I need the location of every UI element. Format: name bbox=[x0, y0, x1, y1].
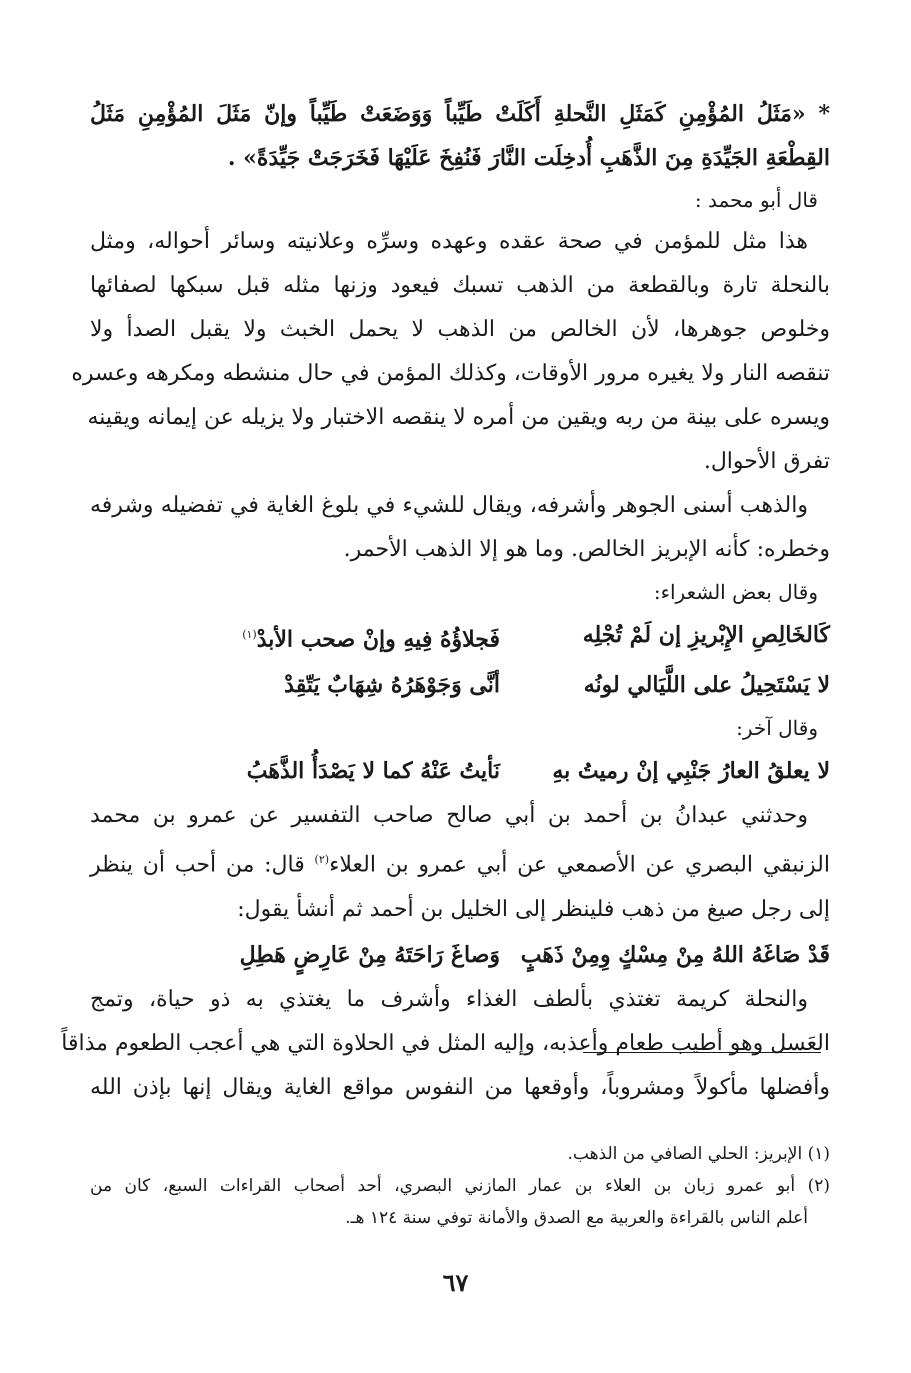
footnote-1: (١) الإبريز: الحلي الصافي من الذهب. bbox=[567, 1144, 830, 1164]
verse-hemistich: لا يَسْتَحِيلُ على اللَّيَالي لونُه bbox=[583, 672, 830, 699]
paragraph-line: تنقصه النار ولا يغيره مرور الأوقات، وكذلك المؤمن في حال منشطه ومكرهه وعسره bbox=[71, 361, 830, 386]
footnote-2-line-1: (٢) أبو عمرو زبان بن العلاء بن عمار المازني البصري، أحد أصحاب القراءات السبع، كان من bbox=[90, 1176, 830, 1196]
verse-hemistich: كَالخَالِصِ الإِبْريزِ إن لَمْ تُجْلِه bbox=[582, 622, 830, 648]
footnote-ref-2: (٢) bbox=[314, 853, 330, 867]
verse-2 bbox=[90, 662, 830, 708]
paragraph-line: والذهب أسنى الجوهر وأشرفه، ويقال للشيء في بلوغ الغاية في تفضيله وشرفه bbox=[90, 493, 808, 518]
footnotes bbox=[90, 1138, 830, 1234]
verse-hemistich: نَأيتُ عَنْهُ كما لا يَصْدَأُ الذَّهَبُ bbox=[246, 758, 500, 785]
paragraph-line: وحدثني عبدانُ بن أحمد بن أبي صالح صاحب التفسير عن عمرو بن محمد bbox=[90, 803, 808, 829]
verse-1 bbox=[90, 612, 830, 662]
paragraph-line: العَسل وهو أطيب طعام وأعذبه، وإليه المثل في الحلاوة التي هي أعجب الطعوم مذاقاً bbox=[61, 1030, 830, 1056]
paragraph-line: تفرق الأحوال. bbox=[703, 449, 830, 474]
abu-muhammad-label: قال أبو محمد : bbox=[694, 188, 818, 212]
paragraph-text: قال: من أحب أن ينظر bbox=[90, 852, 305, 878]
page-number: ٦٧ bbox=[442, 1268, 469, 1297]
verse-hemistich: وَصاغَ رَاحَتَهُ مِنْ عَارِضٍ هَطِلِ bbox=[239, 941, 500, 968]
paragraph-line: وخطره: كأنه الإبريز الخالص. وما هو إلا الذهب الأحمر. bbox=[343, 537, 830, 562]
verse-hemistich-text: فَجلاؤُهُ فِيهِ وإنْ صحب الأبدْ bbox=[256, 626, 500, 653]
verse-3 bbox=[90, 748, 830, 794]
paragraph-line: وخلوص جوهرها، لأن الخالص من الذهب لا يحمل الخبث ولا يقبل الصدأ ولا bbox=[90, 317, 830, 342]
footnote-separator bbox=[583, 1052, 821, 1053]
paragraph-text: الزنبقي البصري عن الأصمعي عن أبي عمرو بن العلاء bbox=[329, 852, 830, 878]
paragraph-1 bbox=[71, 220, 830, 484]
paragraph-line: ويسره على بينة من ربه ويقين من أمره لا ينقصه الاختبار ولا يزيله عن إيمانه ويقينه bbox=[87, 405, 830, 430]
another-label: وقال آخر: bbox=[736, 716, 818, 741]
verse-hemistich: قَدْ صَاغَهُ اللهُ مِنْ مِسْكٍ وِمِنْ ذَهَبٍ bbox=[520, 941, 830, 968]
verse-hemistich: أنَّى وَجَوْهَرُهُ شِهَابٌ يَتّقِدْ bbox=[284, 672, 500, 699]
footnote-2-line-2: أعلم الناس بالقراءة والعربية مع الصدق والأمانة توفي سنة ١٢٤ هـ. bbox=[345, 1208, 808, 1228]
paragraph-line: هذا مثل للمؤمن في صحة عقده وعهده وسرِّه وعلانيته وسائر أحواله، ومثل bbox=[90, 229, 808, 254]
verse-4 bbox=[90, 932, 830, 978]
paragraph-line: إلى رجل صيغ من ذهب فلينظر إلى الخليل بن أحمد ثم أنشأ يقول: bbox=[237, 896, 830, 922]
paragraph-line: وأفضلها مأكولاً ومشروباً، وأوقعها من النفوس مواقع الغاية ويقال إنها بإذن الله bbox=[90, 1074, 830, 1100]
hadith-line-2: القِطْعَةِ الجَيِّدَةِ مِنَ الذَّهَبِ أُدخِلَت النَّارَ فَنُفِخَ عَلَيْهَا فَخَرَجَتْ جَيِّدَةً» . bbox=[227, 145, 830, 171]
paragraph-4 bbox=[61, 978, 830, 1110]
footnote-ref-1: (١) bbox=[242, 628, 257, 641]
paragraph-2 bbox=[90, 484, 830, 572]
poets-label: وقال بعض الشعراء: bbox=[653, 580, 818, 604]
paragraph-3 bbox=[90, 794, 830, 931]
paragraph-line bbox=[90, 838, 830, 887]
paragraph-line: والنحلة كريمة تغتذي بألطف الغذاء وأشرف ما يغتذي به ذو حياة، وتمج bbox=[90, 986, 808, 1012]
paragraph-line: بالنحلة تارة وبالقطعة من الذهب تسبك فيعود وزنها مثله قبل سبكها لصفائها bbox=[90, 273, 830, 298]
hadith-line-1: * «مَثَلُ المُؤْمِنِ كَمَثَلِ النَّحلةِ أَكَلَتْ طَيِّباً وَوَضَعَتْ طَيِّباً وإنّ مَثَلَ المُؤْمِنِ مَثَلُ bbox=[90, 101, 830, 127]
verse-hemistich: لا يعلقُ العارُ جَنْبِي إنْ رميتُ بهِ bbox=[552, 758, 830, 785]
verse-hemistich bbox=[242, 612, 540, 662]
